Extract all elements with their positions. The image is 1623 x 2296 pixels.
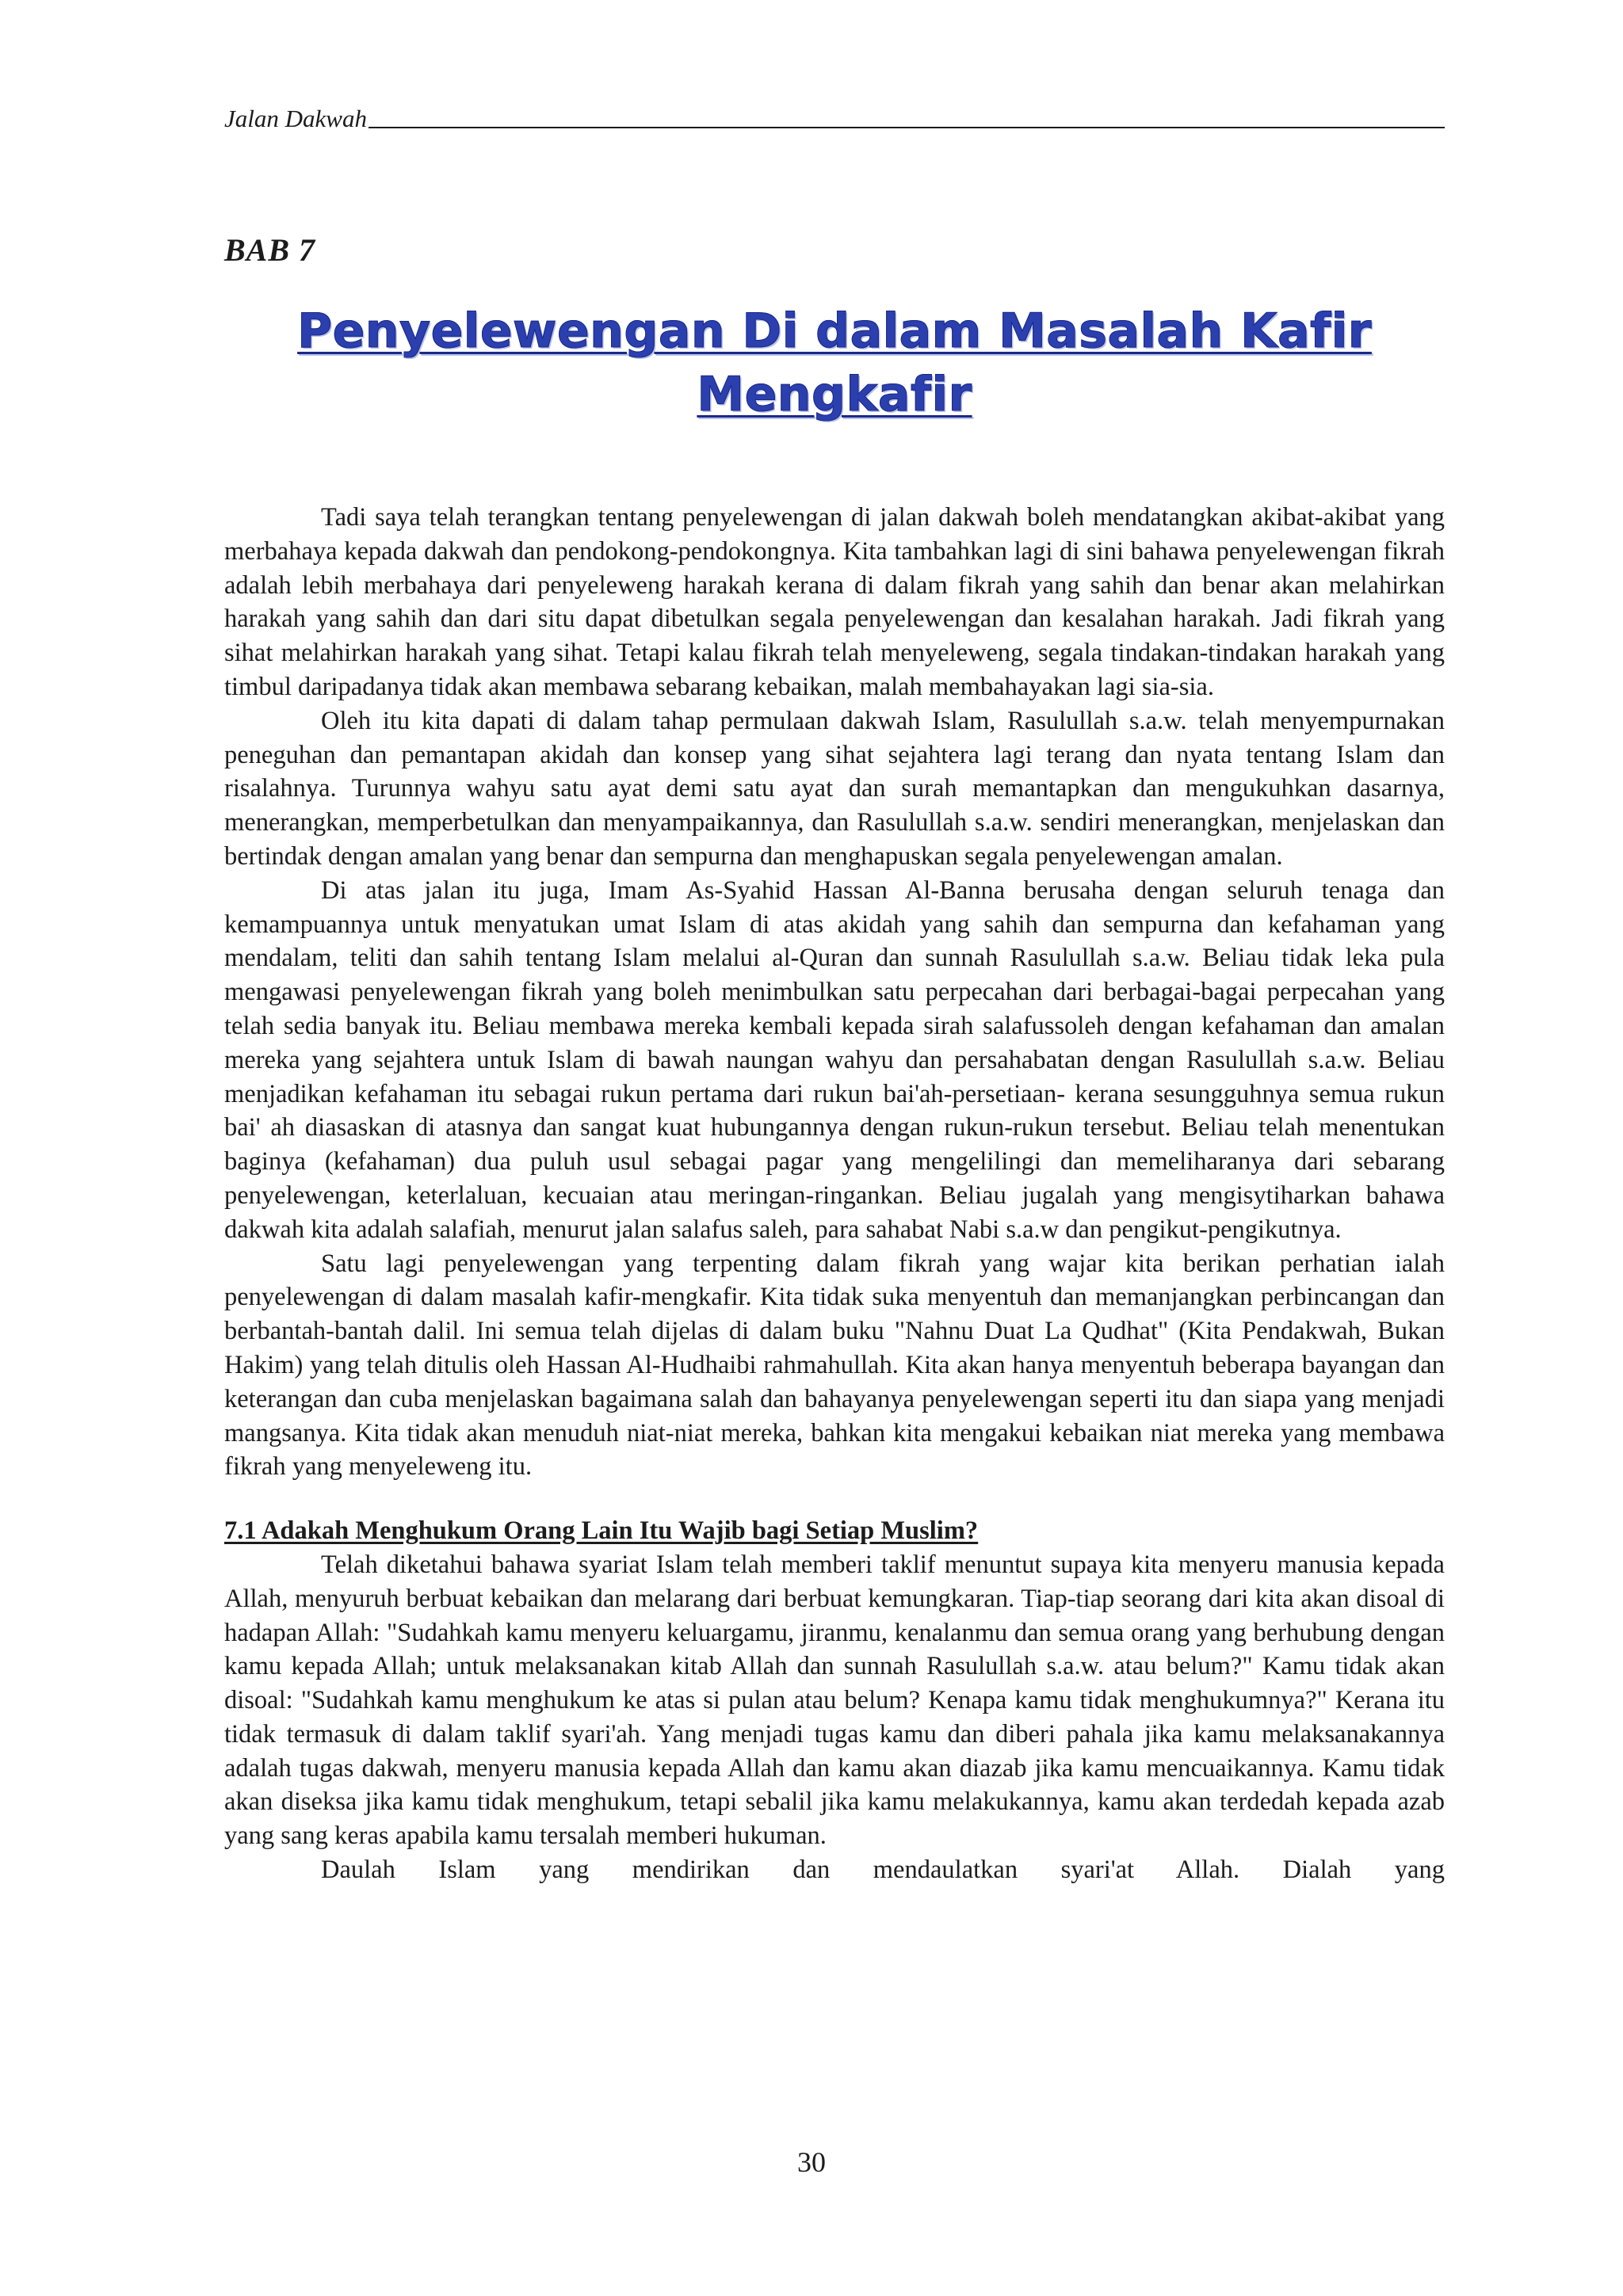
section-heading: 7.1 Adakah Menghukum Orang Lain Itu Wajib bagi Setiap Muslim? [224, 1516, 979, 1546]
paragraph: Di atas jalan itu juga, Imam As-Syahid Hassan Al-Banna berusaha dengan seluruh tenaga dan kemampuannya untuk menyatukan umat Islam di atas akidah yang sahih dan sempurna dan kefahaman yang mendalam, teliti dan sahih tentang Islam melalui al-Quran dan sunnah Rasulullah s.a.w. Beliau tidak leka pula mengawasi penyelewengan fikrah yang boleh menimbulkan satu perpecahan dari berbagai-bagai perpecahan yang telah sedia banyak itu. Beliau membawa mereka kembali kepada sirah salafussoleh dengan kefahaman dan amalan mereka yang sejahtera untuk Islam di bawah naungan wahyu dan persahabatan dengan Rasulullah s.a.w. Beliau menjadikan kefahaman itu sebagai rukun pertama dari rukun bai'ah-persetiaan- kerana sesungguhnya semua rukun bai' ah diasaskan di atasnya dan sangat kuat hubungannya dengan rukun-rukun tersebut. Beliau telah menentukan baginya (kefahaman) dua puluh usul sebagai pagar yang mengelilingi dan memeliharanya dari sebarang penyelewengan, keterlaluan, kecuaian atau meringan-ringankan. Beliau jugalah yang mengisytiharkan bahawa dakwah kita adalah salafiah, menurut jalan salafus saleh, para sahabat Nabi s.a.w dan pengikut-pengikutnya. [224, 875, 1445, 1244]
chapter-title-line-2: Mengkafir [697, 367, 972, 422]
body-text [224, 501, 1445, 1887]
chapter-label: BAB 7 [224, 232, 316, 268]
paragraph: Tadi saya telah terangkan tentang penyelewengan di jalan dakwah boleh mendatangkan akibat-akibat yang merbahaya kepada dakwah dan pendokong-pendokongnya. Kita tambahkan lagi di sini bahawa penyelewengan fikrah adalah lebih merbahaya dari penyeleweng harakah kerana di dalam fikrah yang sahih dan benar akan melahirkan harakah yang sahih dan dari situ dapat dibetulkan segala penyelewengan dan kesalahan harakah. Jadi fikrah yang sihat melahirkan harakah yang sihat. Tetapi kalau fikrah telah menyeleweng, segala tindakan-tindakan harakah yang timbul daripadanya tidak akan membawa sebarang kebaikan, malah membahayakan lagi sia-sia. [224, 503, 1445, 701]
page-number: 30 [797, 2146, 826, 2178]
paragraph: Daulah Islam yang mendirikan dan mendaulatkan syari'at Allah. Dialah yang [321, 1855, 1445, 1885]
chapter-title-line-1: Penyelewengan Di dalam Masalah Kafir [297, 303, 1372, 359]
chapter-title [224, 299, 1445, 426]
paragraph: Satu lagi penyelewengan yang terpenting dalam fikrah yang wajar kita berikan perhatian ialah penyelewengan di dalam masalah kafir-mengkafir. Kita tidak suka menyentuh dan memanjangkan perbincangan dan berbantah-bantah dalil. Ini semua telah dijelas di dalam buku "Nahnu Duat La Qudhat" (Kita Pendakwah, Bukan Hakim) yang telah ditulis oleh Hassan Al-Hudhaibi rahmahullah. Kita akan hanya menyentuh beberapa bayangan dan keterangan dan cuba menjelaskan bagaimana salah dan bahayanya penyelewengan seperti itu dan siapa yang menjadi mangsanya. Kita tidak akan menuduh niat-niat mereka, bahkan kita mengakui kebaikan niat mereka yang membawa fikrah yang menyeleweng itu. [224, 1249, 1445, 1482]
running-header-title: Jalan Dakwah [224, 105, 367, 132]
paragraph: Telah diketahui bahawa syariat Islam telah memberi taklif menuntut supaya kita menyeru manusia kepada Allah, menyuruh berbuat kebaikan dan melarang dari berbuat kemungkaran. Tiap-tiap seorang dari kita akan disoal di hadapan Allah: "Sudahkah kamu menyeru keluargamu, jiranmu, kenalanmu dan semua orang yang berhubung dengan kamu kepada Allah; untuk melaksanakan kitab Allah dan sunnah Rasulullah s.a.w. atau belum?" Kamu tidak akan disoal: "Sudahkah kamu menghukum ke atas si pulan atau belum? Kenapa kamu tidak menghukumnya?" Kerana itu tidak termasuk di dalam taklif syari'ah. Yang menjadi tugas kamu dan diberi pahala jika kamu melaksanakannya adalah tugas dakwah, menyeru manusia kepada Allah dan kamu akan diazab jika kamu mencuaikannya. Kamu tidak akan diseksa jika kamu tidak menghukum, tetapi sebalil jika kamu melakukannya, kamu akan terdedah kepada azab yang sang keras apabila kamu tersalah memberi hukuman. [224, 1550, 1445, 1851]
paragraph: Oleh itu kita dapati di dalam tahap permulaan dakwah Islam, Rasulullah s.a.w. telah menyempurnakan peneguhan dan pemantapan akidah dan konsep yang sihat sejahtera lagi terang dan nyata tentang Islam dan risalahnya. Turunnya wahyu satu ayat demi satu ayat dan surah memantapkan dan mengukuhkan dasarnya, menerangkan, memperbetulkan dan menyampaikannya, dan Rasulullah s.a.w. sendiri menerangkan, menjelaskan dan bertindak dengan amalan yang benar dan sempurna dan menghapuskan segala penyelewengan amalan. [224, 706, 1445, 871]
running-header [224, 93, 1445, 133]
header-rule [369, 127, 1445, 128]
